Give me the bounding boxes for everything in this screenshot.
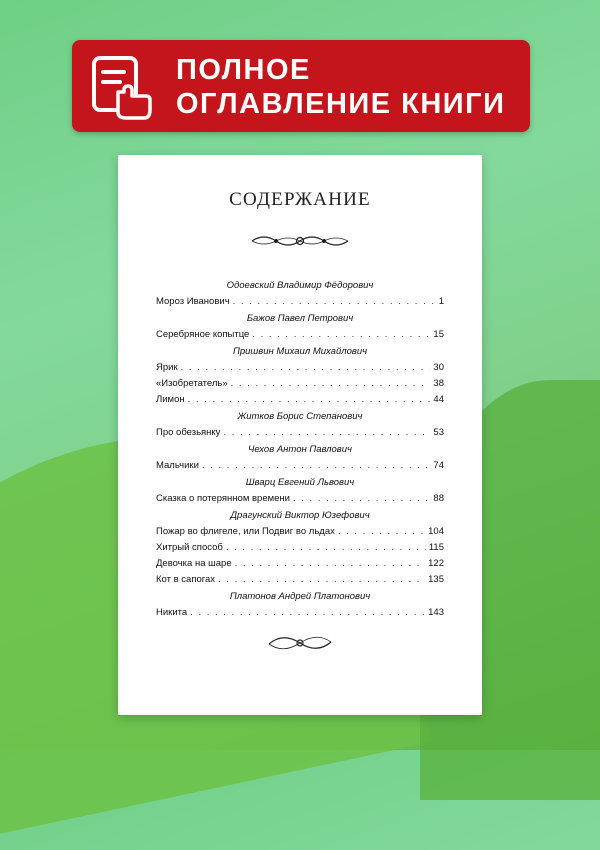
toc-entry: [156, 376, 444, 392]
entry-page-number: 1: [438, 296, 444, 307]
dot-leader: [223, 425, 430, 441]
entry-page-number: 115: [428, 542, 444, 553]
table-of-contents: [156, 277, 444, 621]
dot-leader: [293, 491, 430, 507]
entry-page-number: 122: [428, 558, 444, 569]
entry-page-number: 88: [433, 493, 444, 504]
dot-leader: [190, 605, 425, 621]
banner-heading: [176, 53, 505, 121]
entry-title: Ярик: [156, 362, 178, 373]
dot-leader: [252, 327, 430, 343]
entry-page-number: 104: [428, 526, 444, 537]
toc-entry: [156, 572, 444, 588]
toc-entry: [156, 540, 444, 556]
entry-page-number: 135: [428, 574, 444, 585]
author-heading: Чехов Антон Павлович: [248, 444, 352, 455]
entry-title: Мороз Иванович: [156, 296, 230, 307]
banner-line-1: ПОЛНОЕ: [176, 54, 311, 86]
toc-entry: [156, 327, 444, 343]
author-heading: Шварц Евгений Львович: [245, 477, 355, 488]
entry-title: Серебряное копытце: [156, 329, 250, 340]
toc-entry: [156, 556, 444, 572]
toc-entry: [156, 458, 444, 474]
banner-line-2: ОГЛАВЛЕНИЕ КНИГИ: [176, 88, 506, 120]
entry-title: Девочка на шаре: [156, 558, 232, 569]
entry-page-number: 53: [433, 427, 444, 438]
dot-leader: [235, 556, 426, 572]
author-heading: Житков Борис Степанович: [237, 411, 363, 422]
toc-entry: [156, 392, 444, 408]
dot-leader: [226, 540, 426, 556]
toc-entry: [156, 360, 444, 376]
author-heading: Платонов Андрей Платонович: [229, 591, 371, 602]
dot-leader: [218, 572, 425, 588]
promo-banner: [72, 40, 530, 132]
entry-title: Сказка о потерянном времени: [156, 493, 290, 504]
entry-title: Про обезьянку: [156, 427, 221, 438]
dot-leader: [338, 524, 425, 540]
author-heading: Бажов Павел Петрович: [246, 313, 354, 324]
entry-page-number: 15: [433, 329, 444, 340]
entry-title: «Изобретатель»: [156, 378, 228, 389]
entry-title: Хитрый способ: [156, 542, 223, 553]
author-heading: Одоевский Владимир Фёдорович: [226, 280, 374, 291]
book-page: [118, 155, 482, 715]
toc-entry: [156, 425, 444, 441]
dot-leader: [231, 376, 431, 392]
document-hand-icon: [88, 52, 156, 120]
dot-leader: [202, 458, 431, 474]
entry-page-number: 143: [428, 607, 444, 618]
entry-page-number: 30: [433, 362, 444, 373]
entry-page-number: 74: [433, 460, 444, 471]
entry-title: Лимон: [156, 394, 185, 405]
dot-leader: [188, 392, 431, 408]
dot-leader: [233, 294, 436, 310]
author-heading: Драгунский Виктор Юзефович: [230, 510, 370, 521]
toc-entry: [156, 294, 444, 310]
entry-page-number: 44: [433, 394, 444, 405]
entry-page-number: 38: [433, 378, 444, 389]
page-title: СОДЕРЖАНИЕ: [229, 189, 371, 210]
ornament-divider-icon: [250, 231, 350, 251]
toc-entry: [156, 605, 444, 621]
entry-title: Пожар во флигеле, или Подвиг во льдах: [156, 526, 335, 537]
toc-entry: [156, 524, 444, 540]
toc-entry: [156, 491, 444, 507]
entry-title: Кот в сапогах: [156, 574, 216, 585]
author-heading: Пришвин Михаил Михайлович: [232, 346, 368, 357]
ornament-flourish-icon: [265, 630, 335, 656]
entry-title: Мальчики: [156, 460, 199, 471]
entry-title: Никита: [156, 607, 188, 618]
dot-leader: [181, 360, 431, 376]
